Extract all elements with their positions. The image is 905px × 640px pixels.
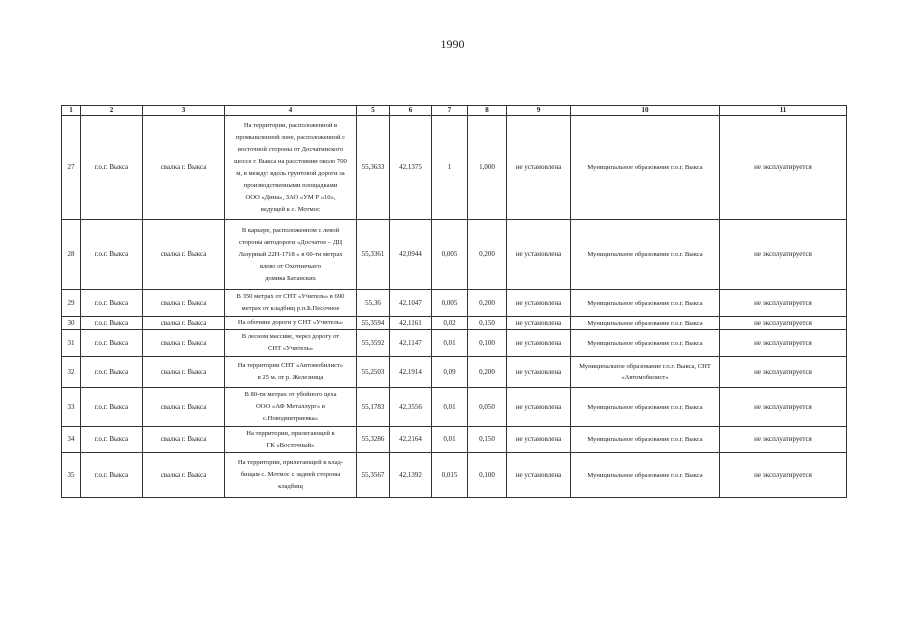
latitude-cell: 55,3567 <box>357 453 390 498</box>
page-number: 1990 <box>440 37 465 51</box>
usage-cell: не эксплуатируется <box>720 220 847 290</box>
owner-cell <box>571 427 720 453</box>
table-row <box>62 388 847 427</box>
longitude-cell: 42,1392 <box>390 453 432 498</box>
table-row <box>62 330 847 357</box>
object-type-cell: свалка г. Выкса <box>143 317 225 330</box>
district-cell: г.о.г. Выкса <box>81 330 143 357</box>
owner-cell <box>571 388 720 427</box>
area-cell: 1 <box>432 116 468 220</box>
district-cell: г.о.г. Выкса <box>81 388 143 427</box>
owner-cell-line: Муниципальное образование г.о.г. Выкса <box>587 299 703 307</box>
area-cell: 0,005 <box>432 220 468 290</box>
location-cell-line: кладбищ <box>278 483 303 490</box>
location-cell-line: ГК «Восточный» <box>266 441 315 449</box>
location-cell-line: В карьере, расположенном с левой <box>241 226 340 234</box>
location-cell-line: шоссе г. Выкса на расстоянии около 700 <box>234 157 347 165</box>
table-row <box>62 116 847 220</box>
location-cell-line: в 25 м. от р. Железница <box>257 374 324 381</box>
latitude-cell: 55,2503 <box>357 357 390 388</box>
object-type-cell: свалка г. Выкса <box>143 427 225 453</box>
location-cell-line: В 80-ти метрах от убойного цеха <box>244 391 337 398</box>
location-cell-line: На территории СНТ «Автомобилист» <box>237 362 344 369</box>
owner-cell <box>571 357 720 388</box>
row-number-cell: 29 <box>62 290 81 317</box>
location-cell <box>225 220 357 290</box>
location-cell-line: влево от Охотничьего <box>259 262 322 270</box>
volume-cell: 0,200 <box>468 357 507 388</box>
district-cell: г.о.г. Выкса <box>81 453 143 498</box>
table-row <box>62 220 847 290</box>
object-type-cell: свалка г. Выкса <box>143 220 225 290</box>
owner-cell-line: Муниципальное образование г.о.г. Выкса <box>587 339 703 347</box>
owner-cell-line: Муниципальное образование г.о.г. Выкса <box>587 319 703 327</box>
object-type-cell: свалка г. Выкса <box>143 453 225 498</box>
column-header: 4 <box>225 106 357 116</box>
column-header: 3 <box>143 106 225 116</box>
owner-cell-line: Муниципальное образование г.о.г. Выкса, СНТ <box>579 363 711 370</box>
row-number-cell: 34 <box>62 427 81 453</box>
latitude-cell: 55,3594 <box>357 317 390 330</box>
location-cell-line: В лесном массиве, через дорогу от <box>241 333 340 340</box>
row-number-cell: 31 <box>62 330 81 357</box>
district-cell: г.о.г. Выкса <box>81 290 143 317</box>
area-cell: 0,01 <box>432 330 468 357</box>
usage-cell: не эксплуатируется <box>720 357 847 388</box>
area-cell: 0,01 <box>432 427 468 453</box>
longitude-cell: 42,1375 <box>390 116 432 220</box>
location-cell <box>225 317 357 330</box>
latitude-cell: 55,3361 <box>357 220 390 290</box>
location-cell-line: стороны автодороги «Досчатое – ДЦ <box>238 238 343 246</box>
owner-cell <box>571 290 720 317</box>
status-cell: не установлена <box>507 116 571 220</box>
longitude-cell: 42,1914 <box>390 357 432 388</box>
volume-cell: 0,150 <box>468 317 507 330</box>
usage-cell: не эксплуатируется <box>720 330 847 357</box>
owner-cell <box>571 220 720 290</box>
longitude-cell: 42,1161 <box>390 317 432 330</box>
table-row <box>62 427 847 453</box>
owner-cell-line: Муниципальное образование г.о.г. Выкса <box>587 436 703 443</box>
volume-cell: 0,200 <box>468 220 507 290</box>
location-cell-line: На территории, прилегающей к клад- <box>237 459 344 466</box>
object-type-cell: свалка г. Выкса <box>143 330 225 357</box>
column-header: 6 <box>390 106 432 116</box>
longitude-cell: 42,1147 <box>390 330 432 357</box>
latitude-cell: 55,1783 <box>357 388 390 427</box>
location-cell-line: Лазурный 22Н-1718 » в 60-ти метрах <box>238 250 343 258</box>
location-cell <box>225 290 357 317</box>
location-cell-line: м, в между: вдоль грунтовой дороги за <box>236 169 345 177</box>
column-header: 7 <box>432 106 468 116</box>
volume-cell: 0,100 <box>468 330 507 357</box>
location-cell-line: На территории, прилегающей к <box>246 429 335 437</box>
status-cell: не установлена <box>507 357 571 388</box>
dump-registry-table <box>61 105 847 498</box>
usage-cell: не эксплуатируется <box>720 427 847 453</box>
volume-cell: 0,050 <box>468 388 507 427</box>
status-cell: не установлена <box>507 453 571 498</box>
row-number-cell: 27 <box>62 116 81 220</box>
owner-cell-line: Муниципальное образование г.о.г. Выкса <box>587 164 703 171</box>
owner-cell <box>571 453 720 498</box>
location-cell <box>225 388 357 427</box>
location-cell-line: На обочине дороги у СНТ «Учитель» <box>237 319 344 326</box>
row-number-cell: 28 <box>62 220 81 290</box>
longitude-cell: 42,2164 <box>390 427 432 453</box>
location-cell-line: восточной стороны от Досчатинского <box>237 145 344 153</box>
column-header: 9 <box>507 106 571 116</box>
area-cell: 0,01 <box>432 388 468 427</box>
column-header: 11 <box>720 106 847 116</box>
owner-cell-line: «Автомобилист» <box>621 374 669 381</box>
location-cell-line: На территории, расположенной в <box>243 121 338 129</box>
object-type-cell: свалка г. Выкса <box>143 116 225 220</box>
latitude-cell: 55,3633 <box>357 116 390 220</box>
location-cell-line: метрах от кладбищ р.п.Б.Песочное <box>241 305 340 312</box>
owner-cell <box>571 116 720 220</box>
volume-cell: 0,100 <box>468 453 507 498</box>
table-header-row <box>62 106 847 116</box>
usage-cell: не эксплуатируется <box>720 388 847 427</box>
table-row <box>62 357 847 388</box>
table-row <box>62 317 847 330</box>
column-header: 1 <box>62 106 81 116</box>
volume-cell: 1,000 <box>468 116 507 220</box>
object-type-cell: свалка г. Выкса <box>143 290 225 317</box>
location-cell <box>225 427 357 453</box>
object-type-cell: свалка г. Выкса <box>143 357 225 388</box>
area-cell: 0,015 <box>432 453 468 498</box>
district-cell: г.о.г. Выкса <box>81 116 143 220</box>
area-cell: 0,09 <box>432 357 468 388</box>
latitude-cell: 55,36 <box>357 290 390 317</box>
latitude-cell: 55,3286 <box>357 427 390 453</box>
area-cell: 0,02 <box>432 317 468 330</box>
location-cell <box>225 330 357 357</box>
volume-cell: 0,200 <box>468 290 507 317</box>
usage-cell: не эксплуатируется <box>720 317 847 330</box>
usage-cell: не эксплуатируется <box>720 290 847 317</box>
owner-cell-line: Муниципальное образование г.о.г. Выкса <box>587 403 703 411</box>
column-header: 2 <box>81 106 143 116</box>
district-cell: г.о.г. Выкса <box>81 427 143 453</box>
location-cell-line: домика Батанских <box>265 274 316 282</box>
location-cell-line: с.Новодмитриевка» <box>262 415 319 422</box>
location-cell-line: В 350 метрах от СНТ «Учитель» в 690 <box>236 293 345 300</box>
location-cell-line: бищам с. Мотмос с задней стороны <box>240 471 341 478</box>
status-cell: не установлена <box>507 220 571 290</box>
location-cell-line: производственными площадками <box>243 181 338 189</box>
status-cell: не установлена <box>507 290 571 317</box>
owner-cell-line: Муниципальное образование г.о.г. Выкса <box>587 251 703 258</box>
owner-cell <box>571 330 720 357</box>
district-cell: г.о.г. Выкса <box>81 357 143 388</box>
row-number-cell: 30 <box>62 317 81 330</box>
status-cell: не установлена <box>507 427 571 453</box>
row-number-cell: 33 <box>62 388 81 427</box>
longitude-cell: 42,0944 <box>390 220 432 290</box>
status-cell: не установлена <box>507 317 571 330</box>
status-cell: не установлена <box>507 330 571 357</box>
owner-cell <box>571 317 720 330</box>
column-header: 8 <box>468 106 507 116</box>
longitude-cell: 42,3556 <box>390 388 432 427</box>
volume-cell: 0,150 <box>468 427 507 453</box>
object-type-cell: свалка г. Выкса <box>143 388 225 427</box>
location-cell-line: ООО «Дина», ЗАО «УМ Р «10», <box>245 193 336 201</box>
district-cell: г.о.г. Выкса <box>81 220 143 290</box>
location-cell-line: СНТ «Учитель» <box>267 345 314 352</box>
district-cell: г.о.г. Выкса <box>81 317 143 330</box>
longitude-cell: 42,1047 <box>390 290 432 317</box>
location-cell <box>225 453 357 498</box>
row-number-cell: 35 <box>62 453 81 498</box>
location-cell-line: промышленной зоне, расположенной с <box>235 133 346 141</box>
area-cell: 0,005 <box>432 290 468 317</box>
column-header: 5 <box>357 106 390 116</box>
location-cell <box>225 116 357 220</box>
usage-cell: не эксплуатируется <box>720 453 847 498</box>
column-header: 10 <box>571 106 720 116</box>
location-cell-line: ведущей к с. Мотмос <box>260 205 321 213</box>
owner-cell-line: Муниципальное образование г.о.г. Выкса <box>587 471 703 479</box>
status-cell: не установлена <box>507 388 571 427</box>
table-row <box>62 453 847 498</box>
row-number-cell: 32 <box>62 357 81 388</box>
table-row <box>62 290 847 317</box>
location-cell-line: ООО «АФ Металлург» в <box>255 403 326 410</box>
location-cell <box>225 357 357 388</box>
latitude-cell: 55,3592 <box>357 330 390 357</box>
usage-cell: не эксплуатируется <box>720 116 847 220</box>
